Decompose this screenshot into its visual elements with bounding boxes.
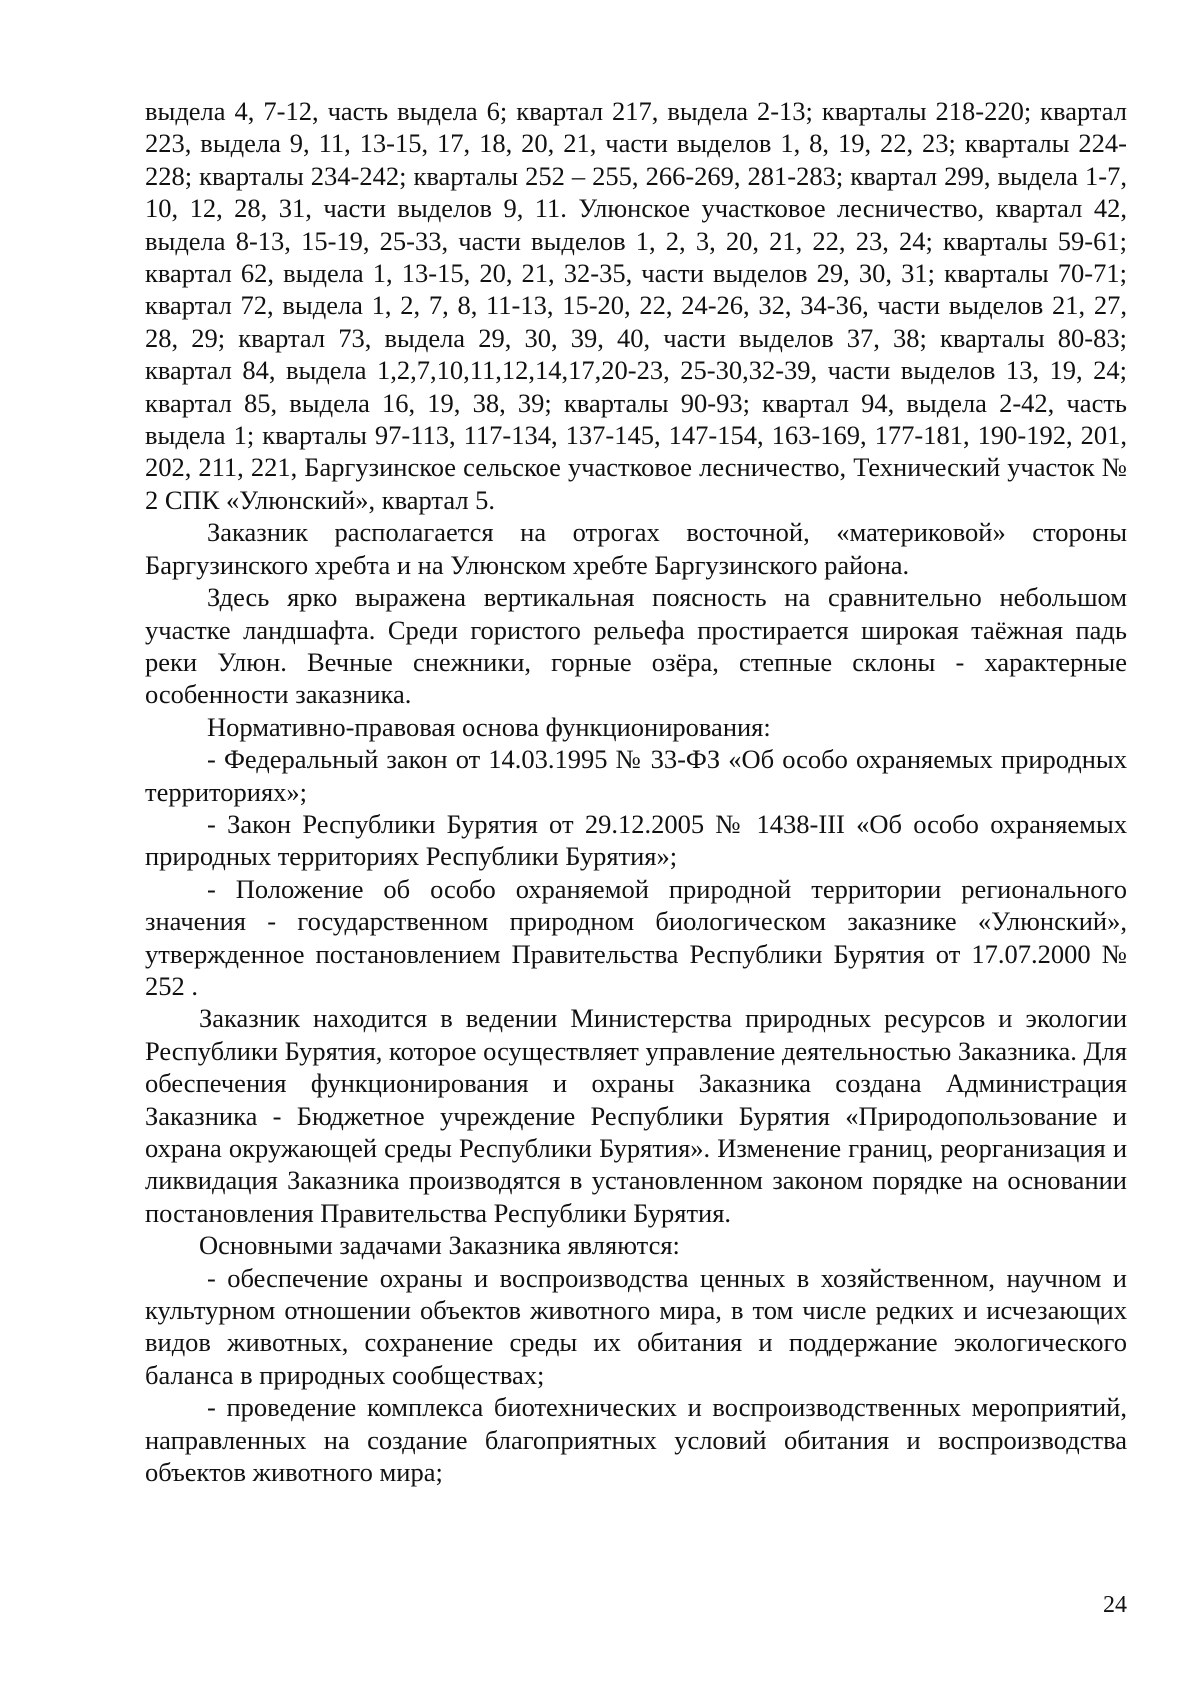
paragraph-task-biotech: - проведение комплекса биотехнических и воспроизводственных мероприятий, направленных на создание благоприятных условий обитания и воспроизводства объектов животного мира;	[145, 1392, 1127, 1488]
body-text	[145, 95, 1127, 1488]
paragraph-administration: Заказник находится в ведении Министерства природных ресурсов и экологии Республики Бурятия, которое осуществляет управление деятельностью Заказника. Для обеспечения функционирования и охраны Заказника создана Администрация Заказника - Бюджетное учреждение Республики Бурятия «Природопользование и охрана окружающей среды Республики Бурятия». Изменение границ, реорганизация и ликвидация Заказника производятся в установленном законом порядке на основании постановления Правительства Республики Бурятия.	[145, 1003, 1127, 1228]
paragraph-location: Заказник располагается на отрогах восточной, «материковой» стороны Баргузинского хребта и на Улюнском хребте Баргузинского района.	[145, 517, 1127, 580]
paragraph-landscape: Здесь ярко выражена вертикальная поясность на сравнительно небольшом участке ландшафта. Среди гористого рельефа простирается широкая таёжная падь реки Улюн. Вечные снежники, горные озёра, степные склоны - характерные особенности заказника.	[145, 582, 1127, 710]
paragraph-federal-law: - Федеральный закон от 14.03.1995 № 33-ФЗ «Об особо охраняемых природных территориях»;	[145, 744, 1127, 807]
paragraph-republic-law: - Закон Республики Бурятия от 29.12.2005 № 1438-III «Об особо охраняемых природных территориях Республики Бурятия»;	[145, 808, 1127, 872]
page-number: 24	[1103, 1592, 1127, 1618]
paragraph-legal-basis-heading: Нормативно-правовая основа функционирования:	[207, 711, 771, 742]
paragraph-task-protection: - обеспечение охраны и воспроизводства ценных в хозяйственном, научном и культурном отношении объектов животного мира, в том числе редких и исчезающих видов животных, сохранение среды их обитания и поддержание экологического баланса в природных сообществах;	[145, 1262, 1127, 1390]
paragraph-forest-quarters: выдела 4, 7-12, часть выдела 6; квартал 217, выдела 2-13; кварталы 218-220; квартал 223, выдела 9, 11, 13-15, 17, 18, 20, 21, части выделов 1, 8, 19, 22, 23; кварталы 224-228; кварталы 234-242; кварталы 252 – 255, 266-269, 281-283; квартал 299, выдела 1-7, 10, 12, 28, 31, части выделов 9, 11. Улюнское участковое лесничество, квартал 42, выдела 8-13, 15-19, 25-33, части выделов 1, 2, 3, 20, 21, 22, 23, 24; кварталы 59-61; квартал 62, выдела 1, 13-15, 20, 21, 32-35, части выделов 29, 30, 31; кварталы 70-71; квартал 72, выдела 1, 2, 7, 8, 11-13, 15-20, 22, 24-26, 32, 34-36, части выделов 21, 27, 28, 29; квартал 73, выдела 29, 30, 39, 40, части выделов 37, 38; кварталы 80-83; квартал 84, выдела 1,2,7,10,11,12,14,17,20-23, 25-30,32-39, части выделов 13, 19, 24; квартал 85, выдела 16, 19, 38, 39; кварталы 90-93; квартал 94, выдела 2-42, часть выдела 1; кварталы 97-113, 117-134, 137-145, 147-154, 163-169, 177-181, 190-192, 201, 202, 211, 221, Баргузинское сельское участковое лесничество, Технический участок № 2 СПК «Улюнский», квартал 5.	[145, 96, 1127, 515]
paragraph-tasks-heading: Основными задачами Заказника являются:	[199, 1230, 680, 1261]
paragraph-regulation: - Положение об особо охраняемой природной территории регионального значения - государственном природном биологическом заказнике «Улюнский», утвержденное постановлением Правительства Республики Бурятия от 17.07.2000 № 252 .	[145, 873, 1127, 1001]
